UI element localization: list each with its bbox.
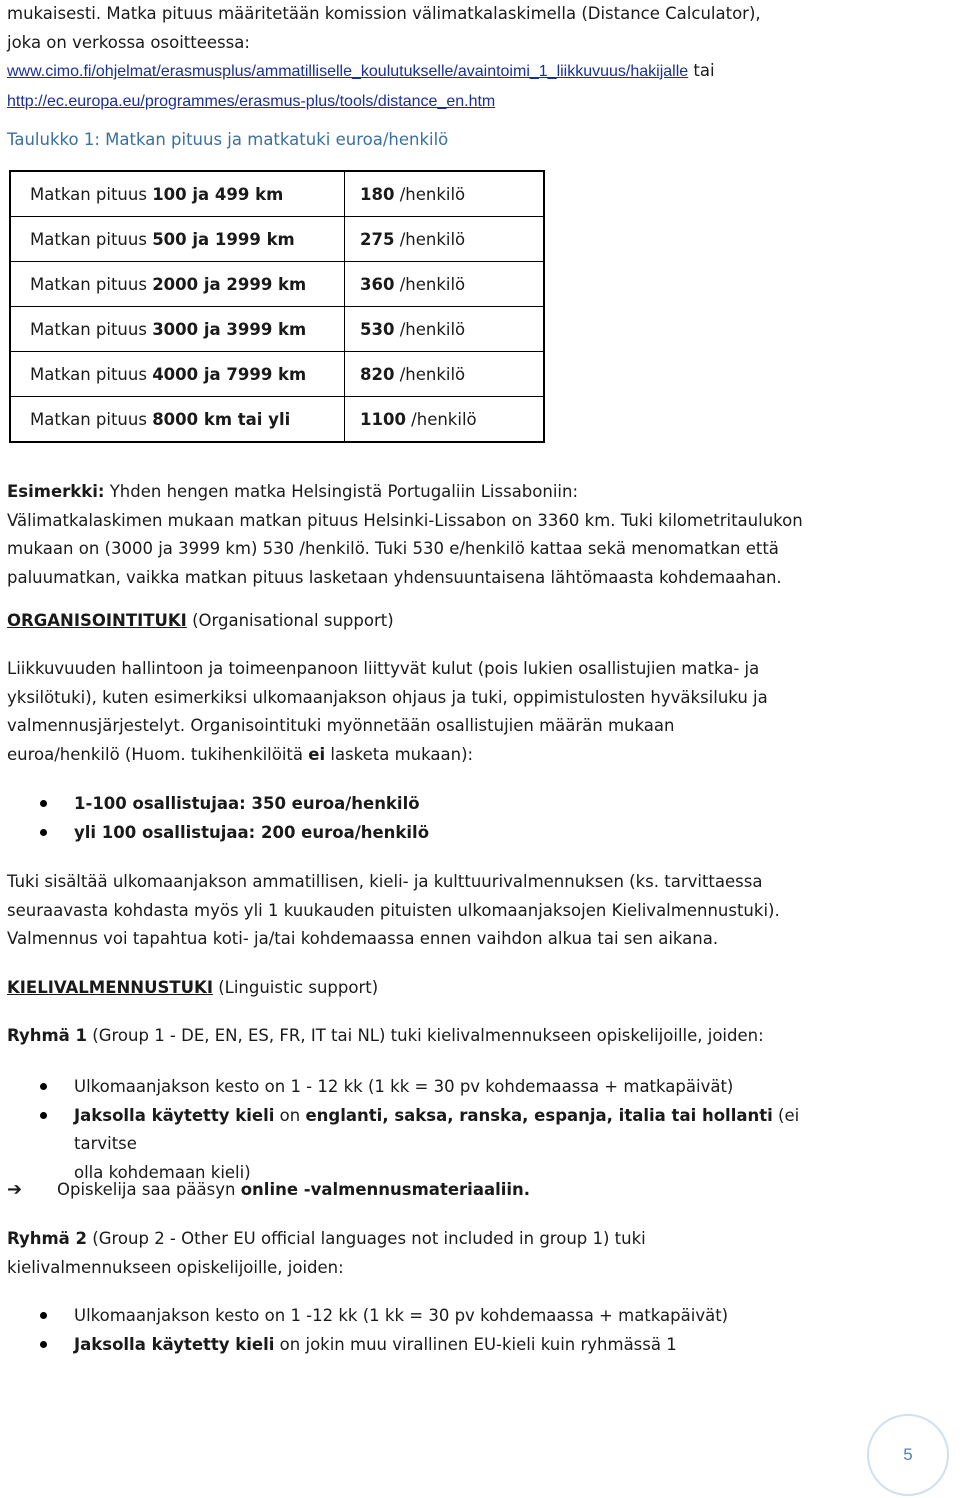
intro-line-2: joka on verkossa osoitteessa: bbox=[7, 32, 250, 52]
amount-cell: 275 /henkilö bbox=[345, 217, 545, 262]
example-block bbox=[7, 478, 947, 592]
intro-block bbox=[7, 0, 947, 116]
org-paragraph bbox=[7, 655, 947, 769]
example-line-3: mukaan on (3000 ja 3999 km) 530 /henkilö. Tuki 530 e/henkilö kattaa sekä menomatkan että bbox=[7, 539, 779, 558]
amount-cell: 530 /henkilö bbox=[345, 307, 545, 352]
org-line-3: valmennusjärjestelyt. Organisointituki myönnetään osallistujien määrän mukaan bbox=[7, 716, 675, 735]
list-item: 1-100 osallistujaa: 350 euroa/henkilö bbox=[7, 790, 947, 819]
org-bullet-list bbox=[7, 790, 947, 847]
list-item: Ulkomaanjakson kesto on 1 - 12 kk (1 kk = 30 pv kohdemaassa + matkapäivät) bbox=[7, 1073, 857, 1102]
table-row bbox=[10, 171, 544, 217]
group2-line-2: kielivalmennukseen opiskelijoille, joiden: bbox=[7, 1257, 344, 1277]
group1-intro: Ryhmä 1 (Group 1 - DE, EN, ES, FR, IT tai NL) tuki kielivalmennukseen opiskelijoille, joiden: bbox=[7, 1026, 764, 1045]
travel-fee-table bbox=[9, 170, 545, 443]
list-item: yli 100 osallistujaa: 200 euroa/henkilö bbox=[7, 819, 947, 848]
intro-link-line-2 bbox=[7, 87, 947, 117]
distance-cell: Matkan pituus 100 ja 499 km bbox=[10, 171, 345, 217]
example-label: Esimerkki: bbox=[7, 482, 105, 501]
support-line-1: Tuki sisältää ulkomaanjakson ammatillisen, kieli- ja kulttuurivalmennuksen (ks. tarvittaessa bbox=[7, 872, 763, 891]
table-row bbox=[10, 352, 544, 397]
amount-cell: 820 /henkilö bbox=[345, 352, 545, 397]
cimo-link[interactable]: www.cimo.fi/ohjelmat/erasmusplus/ammatilliselle_koulutukselle/avaintoimi_1_liikkuvuus/hakijalle bbox=[7, 63, 689, 80]
group2-label: Ryhmä 2 bbox=[7, 1229, 88, 1248]
bullet-icon bbox=[40, 1112, 47, 1119]
bullet-icon bbox=[40, 1341, 47, 1348]
list-item: Jaksolla käytetty kieli on jokin muu virallinen EU-kieli kuin ryhmässä 1 bbox=[7, 1331, 857, 1360]
bullet-icon bbox=[40, 829, 47, 836]
europa-link[interactable]: http://ec.europa.eu/programmes/erasmus-plus/tools/distance_en.htm bbox=[7, 92, 496, 110]
link-separator: tai bbox=[688, 61, 715, 80]
amount-cell: 1100 /henkilö bbox=[345, 397, 545, 443]
example-line-2: Välimatkalaskimen mukaan matkan pituus Helsinki-Lissabon on 3360 km. Tuki kilometritaulukon bbox=[7, 510, 803, 530]
group1-label: Ryhmä 1 bbox=[7, 1026, 88, 1045]
support-line-3: Valmennus voi tapahtua koti- ja/tai kohdemaassa ennen vaihdon alkua tai sen aikana. bbox=[7, 929, 719, 948]
bullet-icon bbox=[40, 1083, 47, 1090]
amount-cell: 360 /henkilö bbox=[345, 262, 545, 307]
example-line-4: paluumatkan, vaikka matkan pituus lasketaan yhdensuuntaisena lähtömaasta kohdemaahan. bbox=[7, 567, 782, 587]
example-line-1: Esimerkki: Yhden hengen matka Helsingistä Portugaliin Lissaboniin: bbox=[7, 482, 579, 501]
page-number: 5 bbox=[867, 1414, 949, 1496]
bullet-icon bbox=[40, 800, 47, 807]
distance-cell: Matkan pituus 500 ja 1999 km bbox=[10, 217, 345, 262]
distance-cell: Matkan pituus 8000 km tai yli bbox=[10, 397, 345, 443]
intro-line-1: mukaisesti. Matka pituus määritetään komission välimatkalaskimella (Distance Calculator), bbox=[7, 4, 761, 23]
table-row bbox=[10, 307, 544, 352]
distance-cell: Matkan pituus 2000 ja 2999 km bbox=[10, 262, 345, 307]
list-item: Ulkomaanjakson kesto on 1 -12 kk (1 kk = 30 pv kohdemaassa + matkapäivät) bbox=[7, 1302, 857, 1331]
org-line-1: Liikkuvuuden hallintoon ja toimeenpanoon liittyvät kulut (pois lukien osallistujien matka- ja bbox=[7, 659, 760, 678]
kieli-heading-title: KIELIVALMENNUSTUKI bbox=[7, 978, 213, 997]
bullet-icon bbox=[40, 1312, 47, 1319]
table-row bbox=[10, 217, 544, 262]
table-caption: Taulukko 1: Matkan pituus ja matkatuki euroa/henkilö bbox=[7, 130, 449, 149]
ei-emphasis: ei bbox=[308, 744, 326, 764]
table-row bbox=[10, 262, 544, 307]
support-paragraph bbox=[7, 868, 947, 954]
org-heading-title: ORGANISOINTITUKI bbox=[7, 611, 187, 630]
org-heading bbox=[7, 607, 394, 636]
table-row bbox=[10, 397, 544, 443]
arrow-line: ➔ Opiskelija saa pääsyn online -valmennusmateriaaliin. bbox=[7, 1176, 947, 1205]
amount-cell: 180 /henkilö bbox=[345, 171, 545, 217]
group1-bullet-list bbox=[7, 1073, 857, 1187]
intro-links bbox=[7, 57, 947, 87]
kieli-heading bbox=[7, 974, 378, 1003]
list-item: Jaksolla käytetty kieli on englanti, saksa, ranska, espanja, italia tai hollanti (ei tarvitse olla kohdemaan kieli) bbox=[7, 1102, 857, 1188]
distance-cell: Matkan pituus 4000 ja 7999 km bbox=[10, 352, 345, 397]
support-line-2: seuraavasta kohdasta myös yli 1 kuukauden pituisten ulkomaanjaksojen Kielivalmennustuki). bbox=[7, 900, 780, 920]
org-line-2: yksilötuki), kuten esimerkiksi ulkomaanjakson ohjaus ja tuki, oppimistulosten hyväksiluku ja bbox=[7, 687, 768, 707]
group2-bullet-list bbox=[7, 1302, 857, 1359]
group2-intro: Ryhmä 2 (Group 2 - Other EU official languages not included in group 1) tuki kielivalmennukseen opiskelijoille, joiden: bbox=[7, 1225, 947, 1282]
kieli-heading-en: (Linguistic support) bbox=[212, 978, 379, 997]
org-heading-en: (Organisational support) bbox=[186, 611, 394, 630]
arrow-right-icon: ➔ bbox=[7, 1179, 23, 1200]
distance-cell: Matkan pituus 3000 ja 3999 km bbox=[10, 307, 345, 352]
org-line-4: euroa/henkilö (Huom. tukihenkilöitä ei lasketa mukaan): bbox=[7, 744, 474, 764]
